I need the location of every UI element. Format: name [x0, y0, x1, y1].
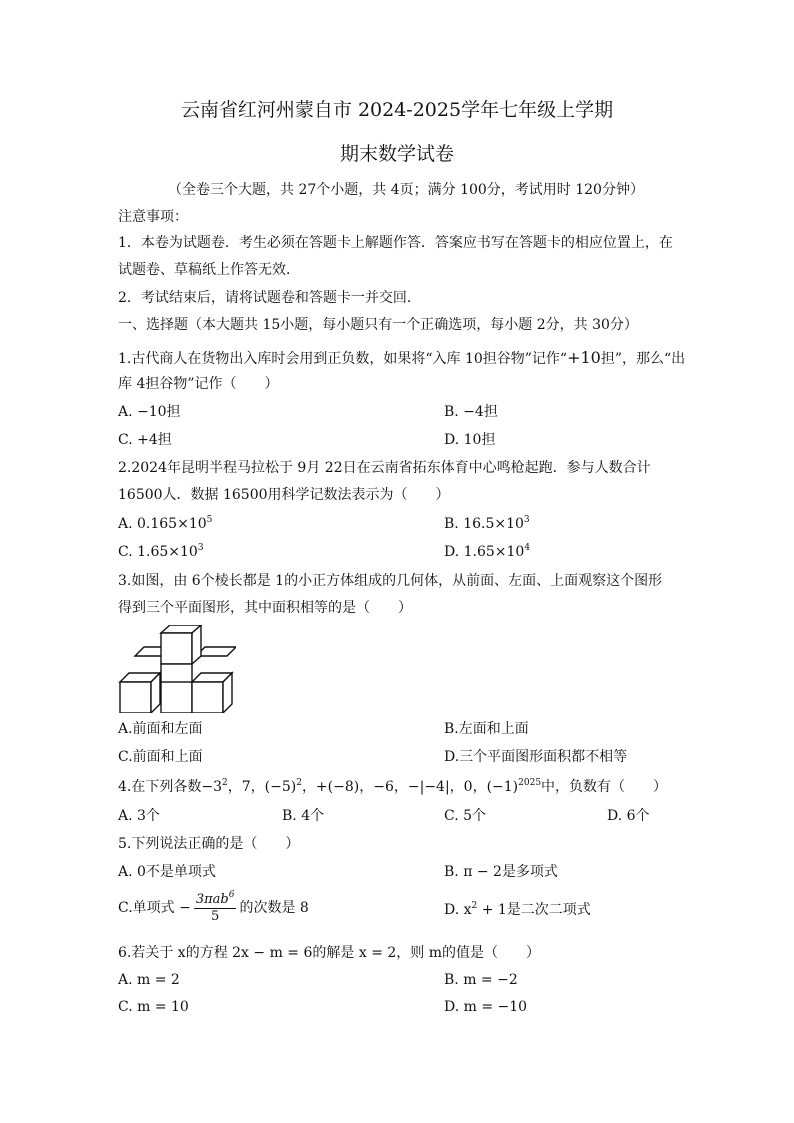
question-1-option-a[interactable]: A. −10担 — [118, 404, 181, 420]
question-5-option-d[interactable]: D. $x^2 + 1$是二次二项式 — [444, 901, 591, 918]
question-4-stem: 4.在下列各数$-3^2$，7，$(-5)^2$，+(−8)，−6，−|−4|，0，$(-1)^{2025}$中，负数有（ ） — [118, 778, 668, 795]
question-5-option-b[interactable]: B. π − 2是多项式 — [444, 864, 558, 880]
notes-item-1-cont: 试题卷、草稿纸上作答无效． — [118, 262, 300, 278]
notes-item-2: 2．考试结束后，请将试题卷和答题卡一并交回． — [118, 290, 421, 306]
question-4-option-a[interactable]: A. 3个 — [118, 808, 160, 824]
question-1-option-b[interactable]: B. −4担 — [444, 404, 498, 420]
question-2-option-b[interactable]: B. $16.5\times 10^3$ — [444, 515, 530, 532]
front-middle-cube-front — [161, 682, 192, 713]
fraction: $\frac{3\pi ab^6}{5}$ — [195, 889, 235, 924]
question-1-stem: 1.古代商人在货物出入库时会用到正负数，如果将“入库 10担谷物”记作“+10担”，那么“出 — [118, 348, 686, 367]
top-cube-front — [161, 633, 192, 664]
exam-info: （全卷三个大题，共 27个小题，共 4页；满分 100分，考试用时 120分钟） — [168, 182, 644, 198]
question-5-stem: 5.下列说法正确的是（ ） — [118, 836, 300, 852]
question-3-stem-cont: 得到三个平面图形，其中面积相等的是（ ） — [118, 600, 412, 616]
back-right-cube-top — [196, 647, 236, 656]
question-6-stem: 6.若关于 x的方程 2x − m = 6的解是 x = 2，则 m的值是（ ） — [118, 945, 541, 961]
question-4-option-d[interactable]: D. 6个 — [607, 808, 650, 824]
notes-heading: 注意事项： — [118, 209, 188, 225]
question-6-option-a[interactable]: A. m = 2 — [118, 972, 180, 988]
question-3-option-d[interactable]: D.三个平面图形面积都不相等 — [444, 749, 628, 765]
question-3-option-c[interactable]: C.前面和上面 — [118, 749, 203, 765]
front-left-cube-front — [120, 682, 151, 713]
exam-title: 云南省红河州蒙自市 2024-2025学年七年级上学期 — [180, 99, 614, 121]
question-1-stem-cont: 库 4担谷物”记作（ ） — [118, 376, 279, 392]
question-4-option-c[interactable]: C. 5个 — [444, 808, 487, 824]
question-3-option-a[interactable]: A.前面和左面 — [118, 721, 203, 737]
question-5-option-c[interactable]: C.单项式 − $\frac{3\pi ab^6}{5}$ 的次数是 8 — [118, 889, 309, 924]
question-3-stem: 3.如图，由 6个棱长都是 1的小正方体组成的几何体，从前面、左面、上面观察这个图形 — [118, 573, 663, 589]
question-2-stem: 2.2024年昆明半程马拉松于 9月 22日在云南省拓东体育中心鸣枪起跑．参与人数合计 — [118, 460, 651, 476]
question-2-stem-cont: 16500人．数据 16500用科学记数法表示为（ ） — [118, 487, 450, 503]
question-6-option-d[interactable]: D. m = −10 — [444, 999, 528, 1015]
notes-item-1: 1．本卷为试题卷．考生必须在答题卡上解题作答．答案应书写在答题卡的相应位置上，在 — [118, 235, 673, 251]
question-4-option-b[interactable]: B. 4个 — [282, 808, 325, 824]
section-heading: 一、选择题（本大题共 15小题，每小题只有一个正确选项，每小题 2分，共 30分） — [118, 317, 638, 333]
question-1-option-c[interactable]: C. +4担 — [118, 432, 172, 448]
question-2-option-c[interactable]: C. $1.65\times 10^3$ — [118, 543, 204, 560]
exam-title-line2: 期末数学试卷 — [339, 143, 454, 165]
question-2-option-d[interactable]: D. $1.65\times 10^4$ — [444, 543, 531, 560]
question-5-option-a[interactable]: A. 0不是单项式 — [118, 864, 216, 880]
question-1-option-d[interactable]: D. 10担 — [444, 432, 496, 448]
question-3-option-b[interactable]: B.左面和上面 — [444, 721, 529, 737]
front-right-cube-front — [192, 682, 223, 713]
question-6-option-b[interactable]: B. m = −2 — [444, 972, 518, 988]
question-2-option-a[interactable]: A. $0.165\times 10^5$ — [118, 515, 213, 532]
cube-figure — [118, 625, 236, 713]
question-6-option-c[interactable]: C. m = 10 — [118, 999, 189, 1015]
